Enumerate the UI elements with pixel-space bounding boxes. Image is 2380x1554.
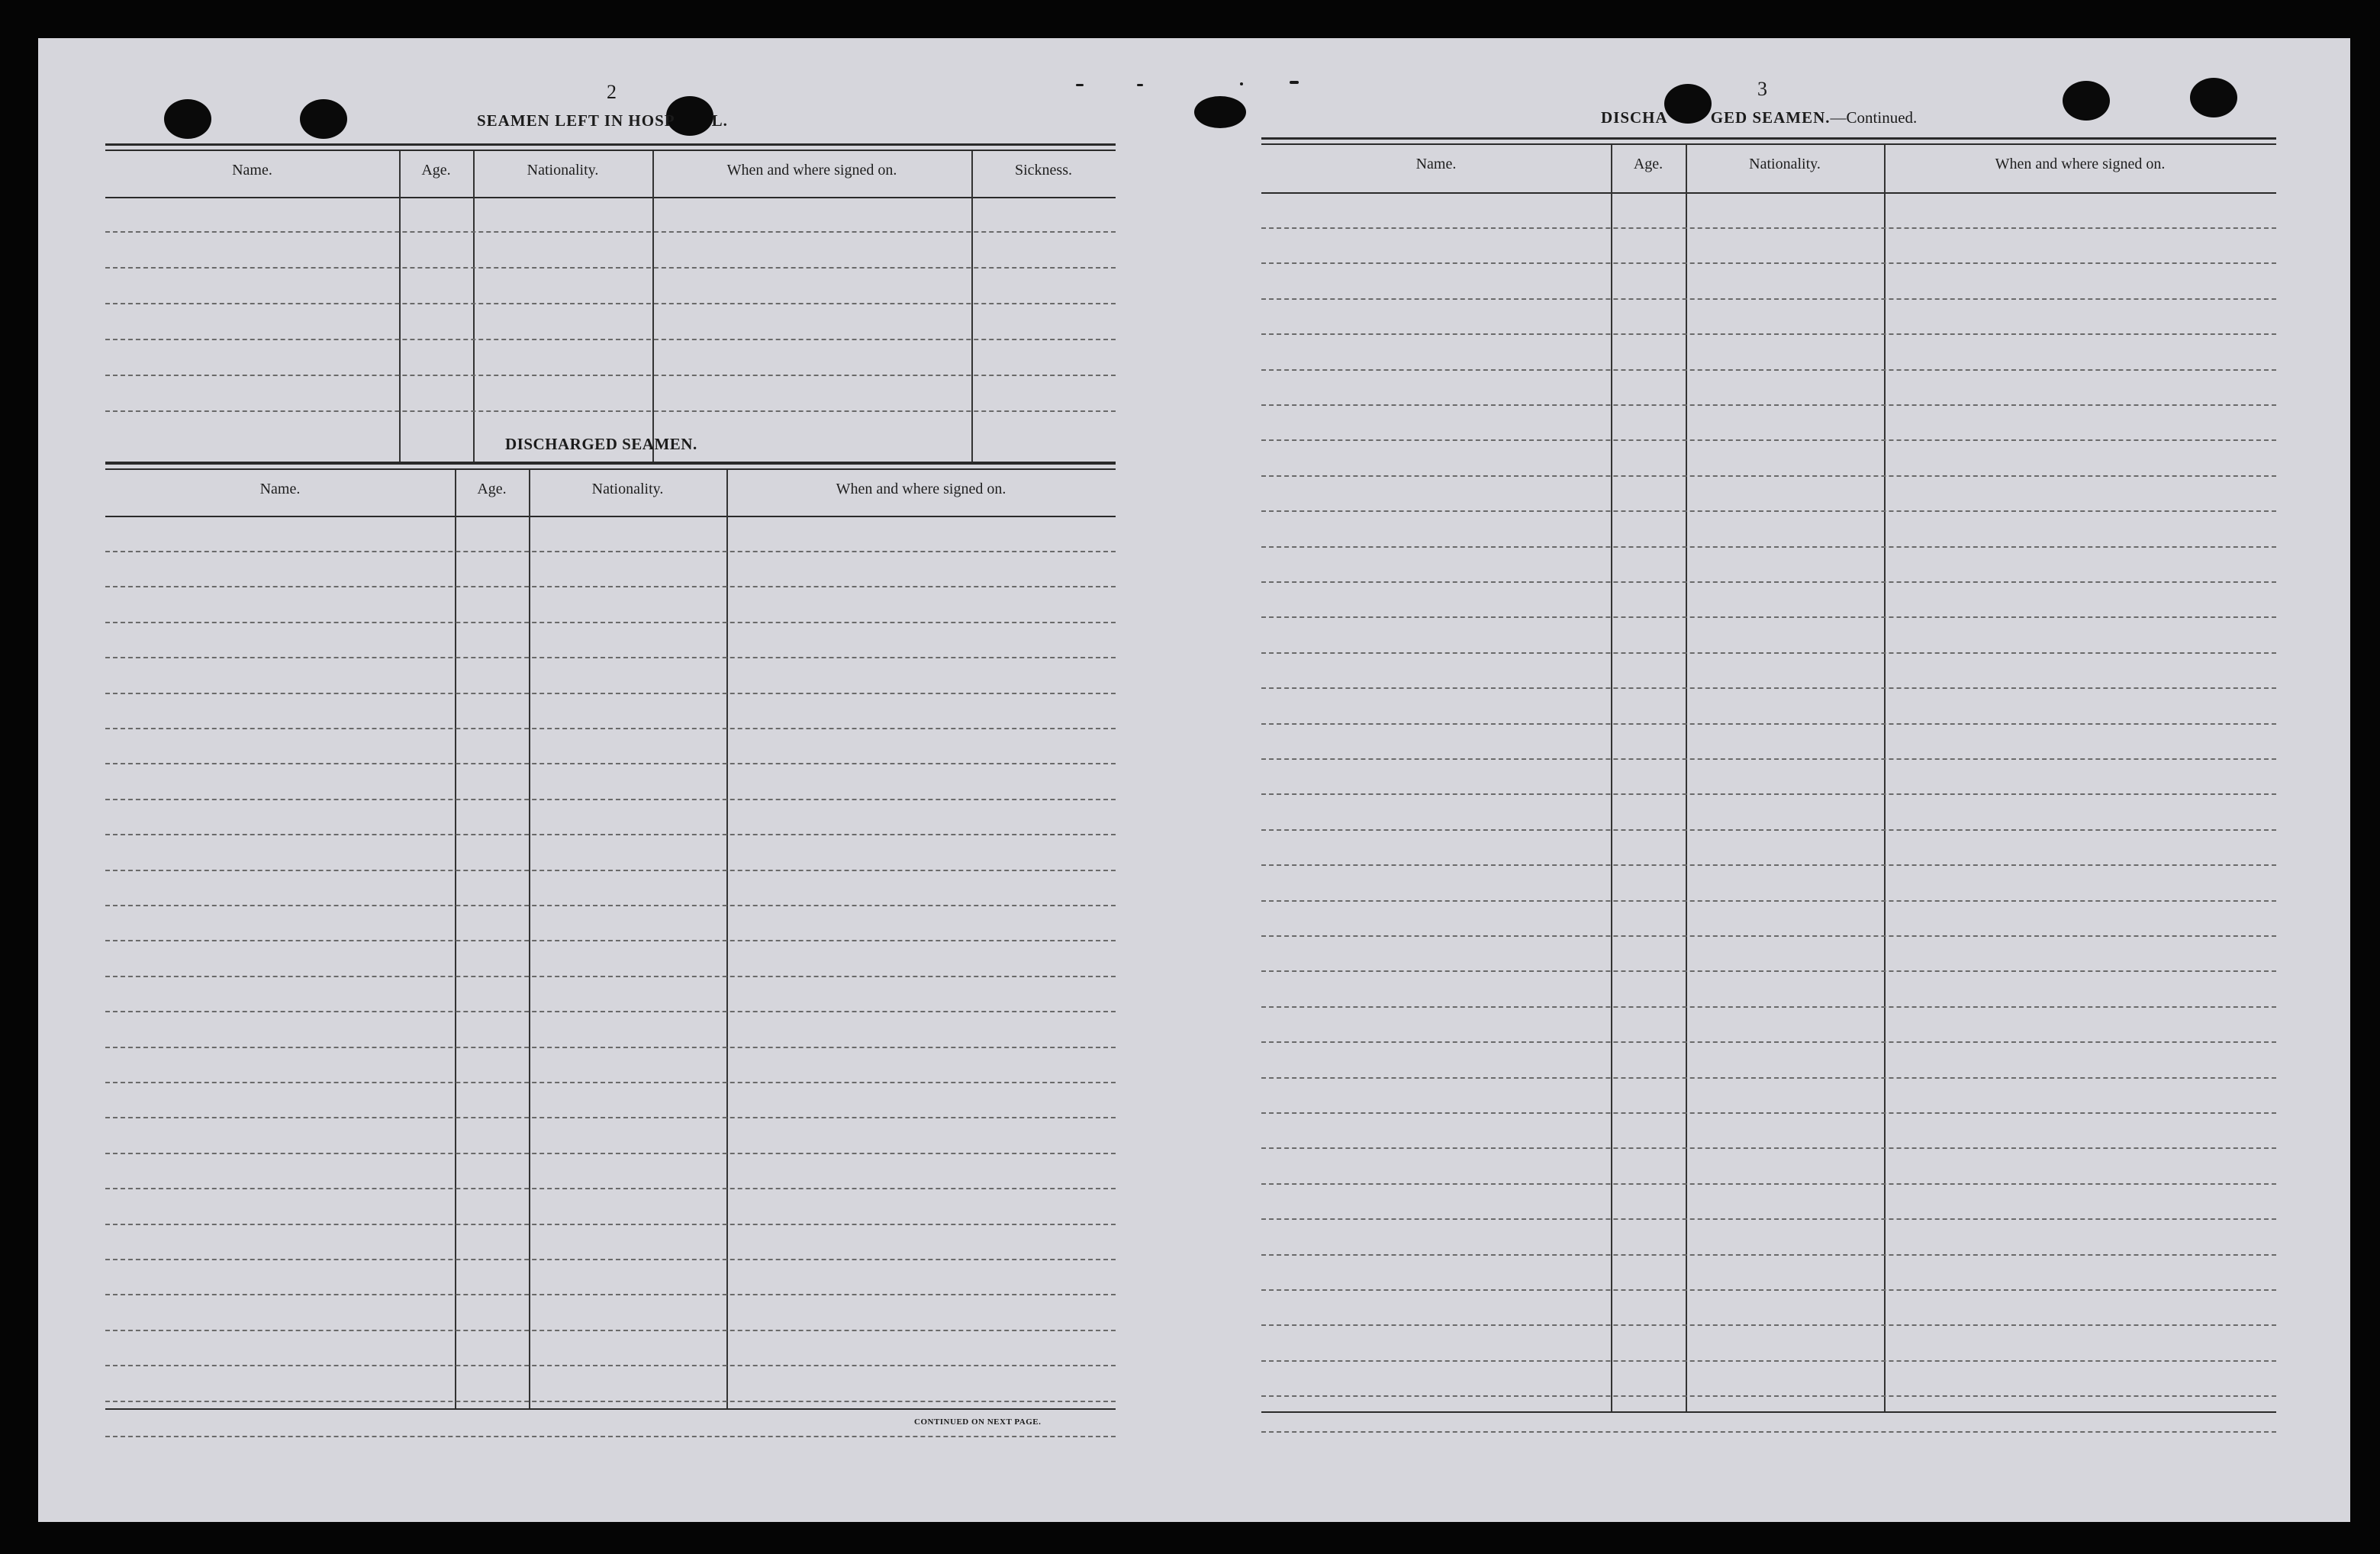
- form-row-line: [105, 1117, 1116, 1118]
- form-row-line: [105, 1224, 1116, 1225]
- form-row-line: [1261, 793, 2276, 795]
- right-section-title: [1601, 108, 1917, 127]
- table-bottom-rule: [105, 1408, 1116, 1410]
- form-row-line: [1261, 1431, 2276, 1433]
- column-divider: [473, 151, 475, 462]
- form-row-line: [105, 1436, 1116, 1437]
- form-row-line: [1261, 1041, 2276, 1043]
- form-row-line: [1261, 546, 2276, 548]
- form-row-line: [105, 693, 1116, 694]
- form-row-line: [105, 1188, 1116, 1189]
- table-top-rule: [1261, 137, 2276, 140]
- form-row-line: [105, 1082, 1116, 1083]
- form-row-line: [105, 1330, 1116, 1331]
- form-row-line: [105, 1294, 1116, 1295]
- right-title-head: DISCHA: [1601, 108, 1668, 127]
- form-row-line: [105, 586, 1116, 587]
- form-row-line: [1261, 829, 2276, 831]
- form-row-line: [105, 375, 1116, 376]
- col-header-name: Name.: [1415, 156, 1457, 172]
- hospital-table: [105, 143, 1116, 464]
- discharged-table: [105, 462, 1116, 1425]
- form-row-line: [1261, 1254, 2276, 1256]
- col-header-nationality: Nationality.: [591, 481, 664, 497]
- col-header-signed-on: When and where signed on.: [1995, 156, 2166, 172]
- form-row-line: [1261, 581, 2276, 583]
- form-row-line: [1261, 369, 2276, 371]
- col-header-name: Name.: [232, 162, 272, 179]
- form-row-line: [105, 1153, 1116, 1154]
- table-top-rule: [1261, 143, 2276, 145]
- form-row-line: [1261, 227, 2276, 229]
- table-top-rule: [105, 143, 1116, 146]
- form-row-line: [1261, 1218, 2276, 1220]
- punch-hole: [1194, 96, 1246, 128]
- form-row-line: [105, 1011, 1116, 1012]
- form-row-line: [1261, 723, 2276, 725]
- form-row-line: [105, 905, 1116, 906]
- form-row-line: [1261, 652, 2276, 654]
- table-top-rule: [105, 462, 1116, 465]
- col-header-signed-on: When and where signed on.: [726, 162, 897, 179]
- header-rule: [1261, 192, 2276, 194]
- punch-hole: [2063, 81, 2110, 121]
- table-top-rule: [105, 468, 1116, 470]
- table-top-rule: [105, 150, 1116, 151]
- form-row-line: [1261, 1112, 2276, 1114]
- form-row-line: [1261, 439, 2276, 441]
- form-row-line: [1261, 1183, 2276, 1185]
- form-row-line: [105, 1401, 1116, 1402]
- column-divider: [399, 151, 401, 462]
- column-divider: [455, 470, 456, 1408]
- form-row-line: [1261, 616, 2276, 618]
- ink-speck: [1076, 84, 1084, 86]
- form-row-line: [1261, 687, 2276, 689]
- form-row-line: [105, 339, 1116, 340]
- right-title-suffix: —Continued.: [1830, 108, 1918, 127]
- column-divider: [652, 151, 654, 462]
- form-row-line: [1261, 970, 2276, 972]
- form-row-line: [1261, 333, 2276, 335]
- discharged-section-title: DISCHARGED SEAMEN.: [505, 435, 697, 453]
- form-row-line: [1261, 510, 2276, 512]
- col-header-signed-on: When and where signed on.: [836, 481, 1006, 497]
- form-row-line: [105, 1047, 1116, 1048]
- col-header-age: Age.: [1633, 156, 1663, 172]
- form-row-line: [105, 303, 1116, 304]
- right-discharged-table: [1261, 137, 2276, 1460]
- hospital-title-tail: L.: [711, 111, 728, 130]
- form-row-line: [1261, 758, 2276, 760]
- form-row-line: [1261, 1077, 2276, 1079]
- column-divider: [726, 470, 728, 1408]
- form-row-line: [1261, 1289, 2276, 1291]
- form-row-line: [105, 410, 1116, 412]
- form-row-line: [105, 834, 1116, 835]
- col-header-sickness: Sickness.: [1015, 162, 1072, 179]
- form-row-line: [1261, 935, 2276, 937]
- form-row-line: [1261, 1395, 2276, 1397]
- column-divider: [529, 470, 530, 1408]
- header-rule: [105, 197, 1116, 198]
- punch-hole: [300, 99, 347, 139]
- form-row-line: [1261, 1006, 2276, 1008]
- column-divider: [971, 151, 973, 462]
- document-sheet: [38, 38, 2350, 1522]
- form-row-line: [1261, 1324, 2276, 1326]
- form-row-line: [105, 976, 1116, 977]
- punch-hole: [164, 99, 211, 139]
- form-row-line: [1261, 475, 2276, 477]
- form-row-line: [1261, 262, 2276, 264]
- form-row-line: [105, 940, 1116, 941]
- form-row-line: [1261, 404, 2276, 406]
- form-row-line: [1261, 298, 2276, 300]
- right-page-number: 3: [1757, 78, 1767, 100]
- col-header-nationality: Nationality.: [527, 162, 599, 179]
- right-title-mid: GED SEAMEN.: [1710, 108, 1831, 127]
- col-header-age: Age.: [421, 162, 451, 179]
- form-row-line: [105, 799, 1116, 800]
- form-row-line: [105, 657, 1116, 658]
- form-row-line: [105, 551, 1116, 552]
- punch-hole: [2190, 78, 2237, 117]
- form-row-line: [105, 1365, 1116, 1366]
- form-row-line: [105, 763, 1116, 764]
- form-row-line: [105, 231, 1116, 233]
- left-page-number: 2: [607, 81, 617, 103]
- ink-speck: [1137, 84, 1143, 86]
- continued-note: CONTINUED ON NEXT PAGE.: [914, 1417, 1042, 1427]
- ink-speck: [1290, 81, 1299, 84]
- form-row-line: [105, 622, 1116, 623]
- ink-speck: [1240, 82, 1243, 85]
- form-row-line: [1261, 1147, 2276, 1149]
- hospital-section-title: [477, 111, 728, 130]
- form-row-line: [1261, 900, 2276, 902]
- col-header-nationality: Nationality.: [1749, 156, 1821, 172]
- table-bottom-rule: [1261, 1411, 2276, 1413]
- form-row-line: [105, 870, 1116, 871]
- col-header-name: Name.: [259, 481, 301, 497]
- form-row-line: [1261, 1360, 2276, 1362]
- form-row-line: [105, 267, 1116, 269]
- form-row-line: [105, 1259, 1116, 1260]
- col-header-age: Age.: [477, 481, 507, 497]
- form-row-line: [105, 728, 1116, 729]
- hospital-title-text: SEAMEN LEFT IN HOSP: [477, 111, 675, 130]
- header-rule: [105, 516, 1116, 517]
- form-row-line: [1261, 864, 2276, 866]
